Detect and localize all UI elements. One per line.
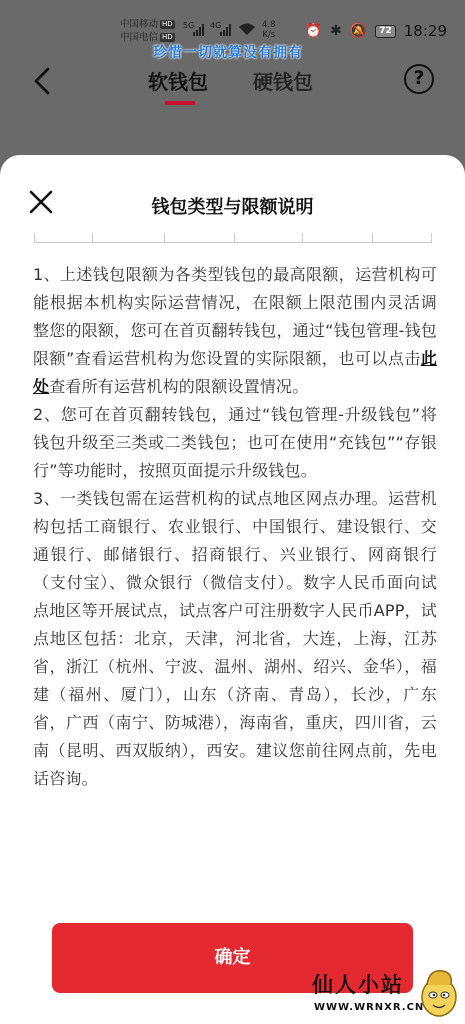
- mute-icon: 🔕: [349, 23, 368, 39]
- network-type-2: 4G: [210, 21, 222, 30]
- hd-badge: HD: [162, 33, 173, 41]
- site-url: WWW.WRNXR.CN: [314, 1002, 425, 1013]
- tab-hard-wallet[interactable]: 硬钱包: [253, 70, 313, 94]
- paragraph-2: 2、您可在首页翻转钱包，通过“钱包管理-升级钱包”将钱包升级至三类或二类钱包；也可在使用“充钱包”“存银行”等功能时，按照页面提示升级钱包。: [33, 405, 437, 480]
- here-link[interactable]: 此处: [33, 349, 437, 396]
- watermark-text: 珍惜一切就算没有拥有: [153, 45, 303, 61]
- wallet-limit-sheet: [0, 155, 465, 1024]
- limit-table-edge: [34, 239, 432, 243]
- signal-icon: [220, 24, 231, 36]
- active-tab-indicator: [165, 101, 195, 105]
- carrier-2: 中国电信: [120, 32, 159, 43]
- network-speed: 4.8 K/s: [262, 20, 276, 40]
- carrier-info: [120, 18, 175, 44]
- carrier-1: 中国移动: [120, 19, 159, 30]
- site-logo: [312, 969, 462, 1024]
- sheet-title: 钱包类型与限额说明: [151, 197, 314, 218]
- site-name: 仙人小站: [312, 973, 404, 997]
- network-type-1: 5G: [183, 21, 195, 30]
- app-header: [0, 58, 465, 108]
- confirm-button[interactable]: 确定: [52, 923, 413, 993]
- tab-soft-wallet[interactable]: 软钱包: [148, 70, 208, 94]
- paragraph-3: 3、一类钱包需在运营机构的试点地区网点办理。运营机构包括工商银行、农业银行、中国银行、建设银行、交通银行、邮储银行、招商银行、兴业银行、网商银行（支付宝）、微众银行（微信支付）。数字人民币面向试点地区等开展试点，试点客户可注册数字人民币APP，试点地区包括：北京，天津，河北省，大连，上海，江苏省，浙江（杭州、宁波、温州、湖州、绍兴、金华），福建（福州、厦门），山东（济南、青岛），长沙，广东省，广西（南宁、防城港），海南省，重庆，四川省，云南（昆明、西双版纳），西安。建议您前往网点前，先电话咨询。: [33, 489, 437, 788]
- mascot-icon: [417, 967, 459, 1019]
- system-status-icons: [305, 22, 447, 40]
- explanation-text: [33, 261, 437, 793]
- wifi-icon: [238, 22, 256, 36]
- bluetooth-icon: ✱: [330, 23, 342, 39]
- alarm-icon: ⏰: [304, 23, 323, 39]
- signal-icon: [193, 24, 204, 36]
- help-icon[interactable]: ?: [404, 64, 434, 94]
- status-bar: [0, 0, 465, 44]
- back-arrow-icon[interactable]: [30, 66, 54, 96]
- paragraph-1: 1、上述钱包限额为各类型钱包的最高限额，运营机构可能根据本机构实际运营情况，在限额上限范围内灵活调整您的限额，您可在首页翻转钱包，通过“钱包管理-钱包限额”查看运营机构为您设置的实际限额，也可以点击此处查看所有运营机构的限额设置情况。: [33, 265, 437, 396]
- hd-badge: HD: [162, 20, 173, 28]
- battery-icon: 72: [375, 25, 396, 38]
- clock: 18:29: [403, 22, 447, 40]
